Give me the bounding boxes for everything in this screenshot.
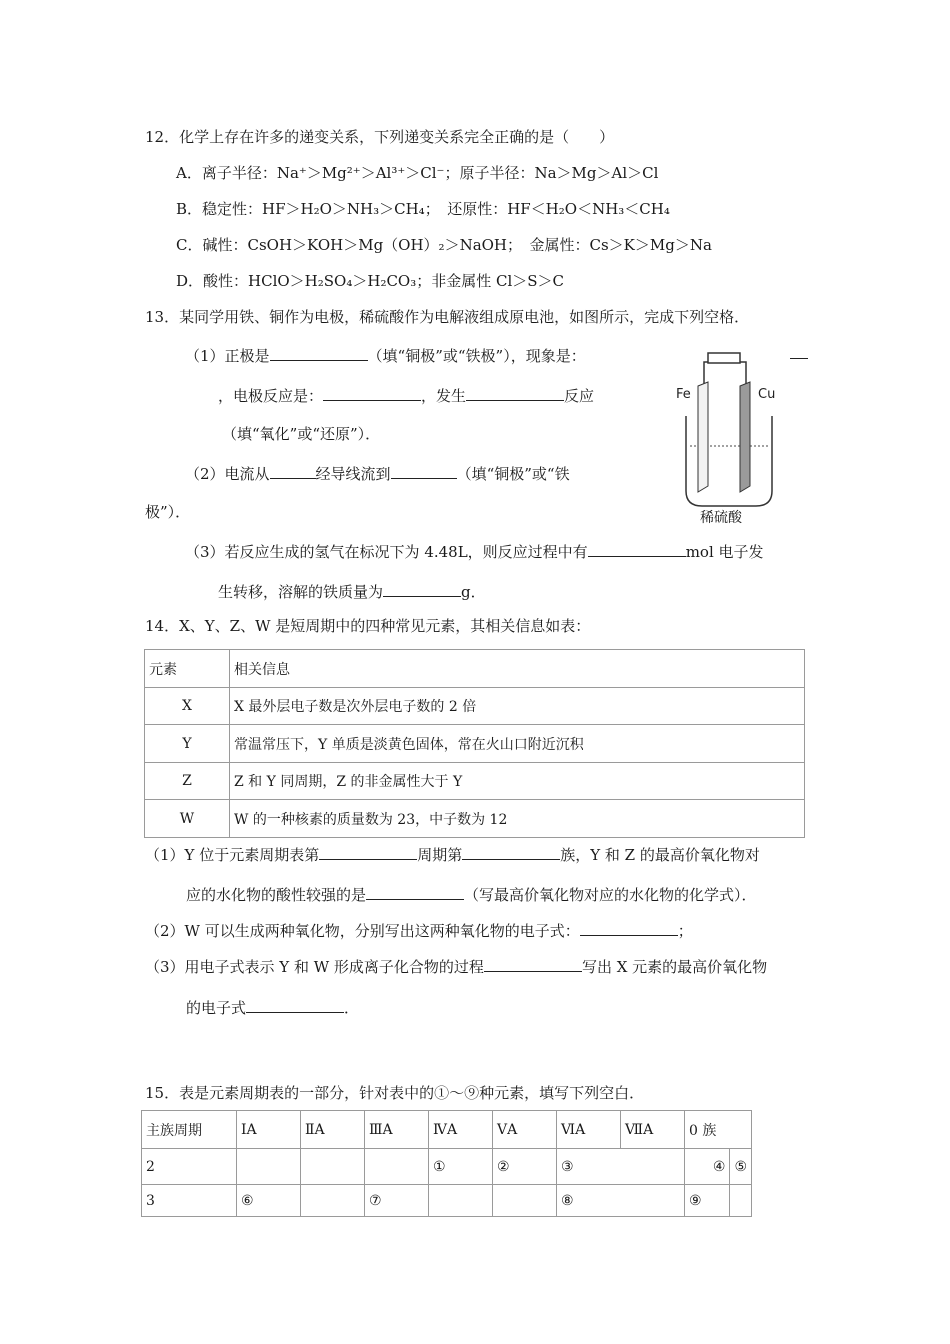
q13-iron-mass-label: 生转移，溶解的铁质量为 (218, 583, 384, 601)
q14-electron-formula-label: 的电子式 (186, 999, 247, 1017)
q13-part3-line2 (218, 580, 486, 602)
q14-part1-line2 (186, 883, 757, 905)
q12-option-c: C．碱性：CsOH＞KOH＞Mg（OH）₂＞NaOH； 金属性：Cs＞K＞Mg＞Na (176, 236, 712, 254)
q14-part1-label: （1）Y 位于元素周期表第 (145, 846, 320, 864)
table-cell: Y (145, 725, 230, 763)
q14-part2-end: ； (677, 922, 693, 940)
q13-occurs-label: ，发生 (421, 387, 467, 405)
table-header: ⅣA (429, 1111, 493, 1149)
copper-electrode (740, 382, 750, 492)
table-header: 元素 (145, 650, 230, 688)
q12-option-b: B．稳定性：HF＞H₂O＞NH₃＞CH₄； 还原性：HF＜H₂O＜NH₃＜CH₄ (176, 200, 670, 218)
q14-part3-label: （3）用电子式表示 Y 和 W 形成离子化合物的过程 (145, 958, 484, 976)
q15-stem: 15．表是元素周期表的一部分，针对表中的①～⑨种元素，填写下列空白． (145, 1084, 645, 1102)
q13-part2-hint: （填“铜极”或“铁 (456, 465, 570, 483)
q14-acid-label: 应的水化物的酸性较强的是 (186, 886, 367, 904)
answer-blank[interactable] (580, 919, 678, 936)
table-cell: 3 (142, 1185, 237, 1217)
q15-periodic-table (141, 1110, 752, 1217)
table-cell (730, 1185, 752, 1217)
q14-part3-line1 (145, 955, 767, 977)
table-cell (301, 1185, 365, 1217)
cu-label: Cu (758, 387, 776, 402)
q14-element-table (144, 649, 805, 838)
table-cell (429, 1185, 493, 1217)
q14-part2 (145, 919, 693, 941)
table-header: 相关信息 (230, 650, 805, 688)
answer-blank[interactable] (391, 462, 457, 479)
q14-part3-end: ． (344, 999, 360, 1017)
table-cell: Z 和 Y 同周期，Z 的非金属性大于 Y (230, 763, 805, 800)
q14-acid-hint: （写最高价氧化物对应的水化物的化学式）． (464, 886, 757, 904)
table-cell: 2 (142, 1149, 237, 1185)
q13-part1-line1 (185, 344, 586, 366)
q13-part3-line1 (185, 540, 764, 562)
q13-part1-line2 (218, 384, 594, 406)
q13-part2-label: （2）电流从 (185, 465, 270, 483)
answer-blank[interactable] (484, 955, 582, 972)
q13-part2-wire: 经导线流到 (315, 465, 391, 483)
fe-label: Fe (676, 387, 691, 402)
q14-stem: 14．X、Y、Z、W 是短周期中的四种常见元素，其相关信息如表： (145, 617, 591, 635)
q12-option-d: D．酸性：HClO＞H₂SO₄＞H₂CO₃；非金属性 Cl＞S＞C (176, 272, 565, 290)
wire-top-bar (708, 353, 740, 363)
q14-part1-line1 (145, 843, 760, 865)
q14-part3-line2 (186, 996, 359, 1018)
table-cell: ② (493, 1149, 557, 1185)
electrolyte-label: 稀硫酸 (700, 510, 742, 526)
answer-blank[interactable] (270, 344, 368, 361)
answer-blank[interactable] (366, 883, 464, 900)
q13-part2-line2: 极”）． (145, 503, 191, 521)
answer-blank[interactable] (462, 843, 560, 860)
table-header: ⅤA (493, 1111, 557, 1149)
answer-blank[interactable] (588, 540, 686, 557)
answer-blank[interactable] (246, 996, 344, 1013)
q13-part3-label: （3）若反应生成的氢气在标况下为 4.48L，则反应过程中有 (185, 543, 588, 561)
q13-part2-line1 (185, 462, 570, 484)
q14-part2-label: （2）W 可以生成两种氧化物，分别写出这两种氧化物的电子式： (145, 922, 580, 940)
table-header: 0 族 (685, 1111, 752, 1149)
table-header: ⅢA (365, 1111, 429, 1149)
q13-gram-unit: g． (461, 583, 486, 601)
table-cell (237, 1149, 301, 1185)
table-cell: W 的一种核素的质量数为 23，中子数为 12 (230, 800, 805, 838)
table-cell (493, 1185, 557, 1217)
q14-period-label: 周期第 (417, 846, 463, 864)
q13-part3-unit: mol 电子发 (685, 543, 764, 561)
q14-part3-second: 写出 X 元素的最高价氧化物 (581, 958, 768, 976)
answer-blank[interactable] (323, 384, 421, 401)
q13-part1-label: （1）正极是 (185, 347, 270, 365)
answer-blank[interactable] (383, 580, 461, 597)
table-cell: ⑧ (557, 1185, 685, 1217)
iron-electrode (698, 382, 708, 492)
answer-blank[interactable] (319, 843, 417, 860)
q13-reaction-label: 反应 (564, 387, 595, 405)
table-cell: 常温常压下，Y 单质是淡黄色固体，常在火山口附近沉积 (230, 725, 805, 763)
table-cell: X 最外层电子数是次外层电子数的 2 倍 (230, 688, 805, 725)
table-cell: W (145, 800, 230, 838)
table-cell: ④ (685, 1149, 730, 1185)
table-cell (301, 1149, 365, 1185)
q12-option-a: A．离子半径：Na⁺＞Mg²⁺＞Al³⁺＞Cl⁻；原子半径：Na＞Mg＞Al＞Cl (176, 164, 659, 182)
table-header: 主族周期 (142, 1111, 237, 1149)
q13-part1-hint: （填“铜极”或“铁极”），现象是： (367, 347, 586, 365)
table-cell (365, 1149, 429, 1185)
table-cell: ⑤ (730, 1149, 752, 1185)
q12-stem: 12．化学上存在许多的递变关系，下列递变关系完全正确的是（ ） (145, 128, 615, 146)
table-cell: ⑨ (685, 1185, 730, 1217)
q13-part1-hint2: （填“氧化”或“还原”）． (222, 425, 381, 443)
answer-blank[interactable] (270, 462, 316, 479)
galvanic-cell-figure (668, 346, 798, 526)
q14-group-label: 族，Y 和 Z 的最高价氧化物对 (560, 846, 760, 864)
answer-blank[interactable] (466, 384, 564, 401)
table-header: ⅡA (301, 1111, 365, 1149)
q13-electrode-reaction-label: ，电极反应是： (218, 387, 324, 405)
table-cell: ① (429, 1149, 493, 1185)
table-header: ⅠA (237, 1111, 301, 1149)
table-header: ⅥA (557, 1111, 621, 1149)
table-cell: ③ (557, 1149, 685, 1185)
table-header: ⅦA (621, 1111, 685, 1149)
q13-stem: 13．某同学用铁、铜作为电极，稀硫酸作为电解液组成原电池，如图所示，完成下列空格． (145, 308, 750, 326)
table-cell: Z (145, 763, 230, 800)
table-cell: ⑦ (365, 1185, 429, 1217)
table-cell: ⑥ (237, 1185, 301, 1217)
table-cell: X (145, 688, 230, 725)
